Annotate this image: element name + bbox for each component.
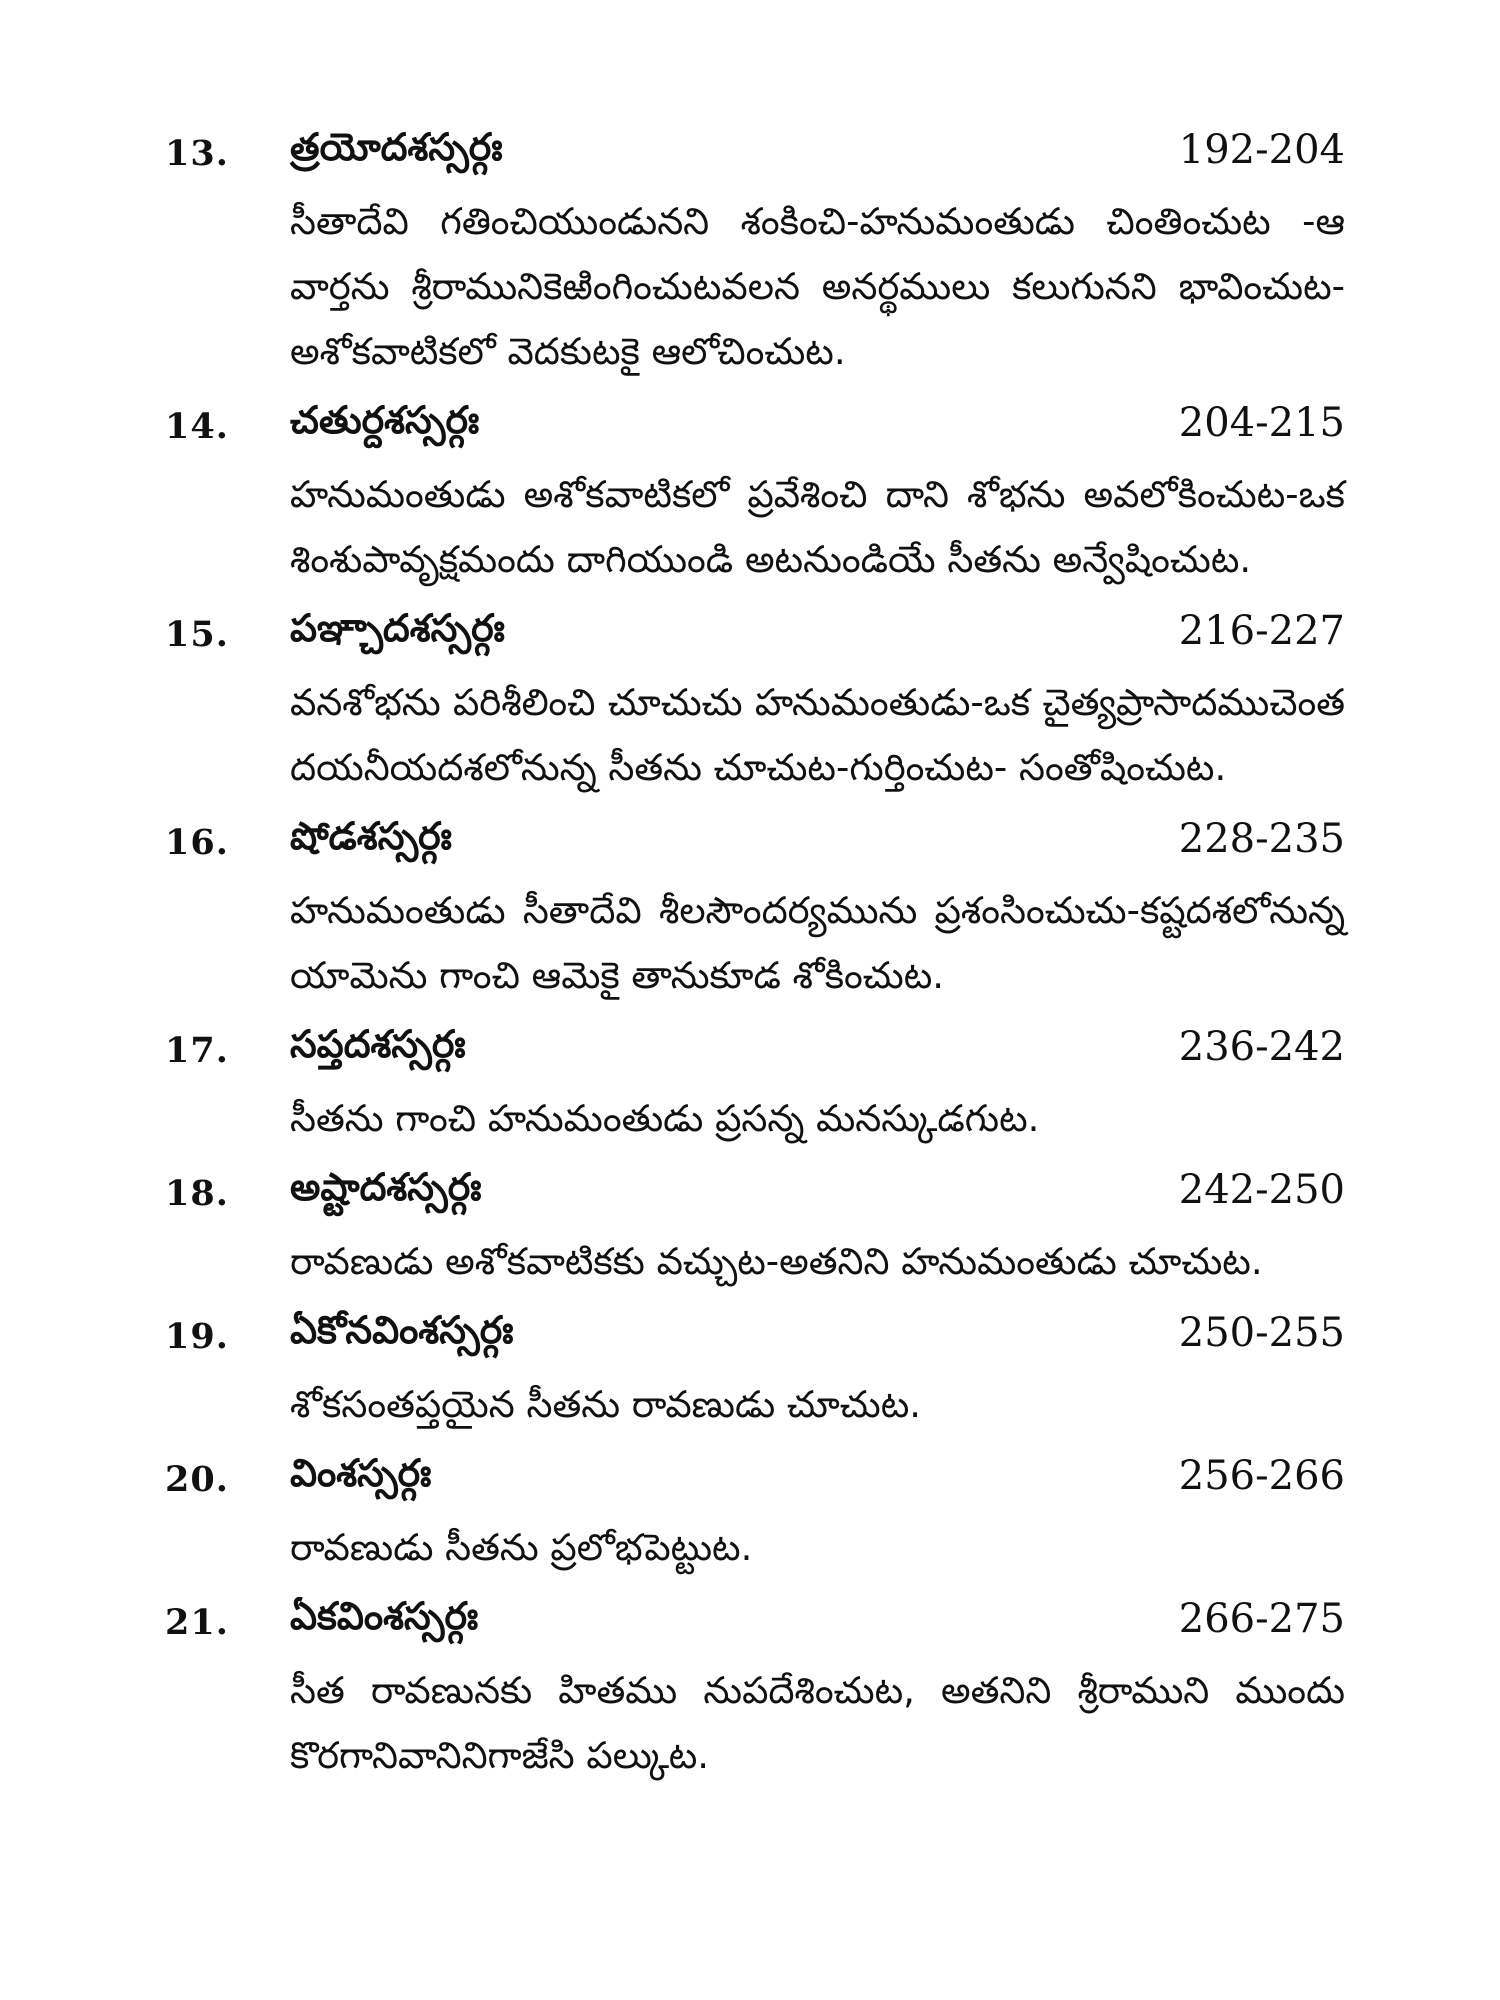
toc-entry-header	[165, 1594, 1345, 1658]
toc-entry	[165, 814, 1345, 1008]
toc-entry	[165, 1022, 1345, 1151]
entry-page-range: 256-266	[1178, 1453, 1345, 1499]
entry-title: షోడశస్సర్గః	[290, 814, 452, 858]
entry-number: 15.	[165, 614, 229, 655]
entry-description: శోకసంతప్తయైన సీతను రావణుడు చూచుట.	[290, 1383, 922, 1426]
toc-entry-header	[165, 1451, 1345, 1515]
entry-page-range: 236-242	[1178, 1024, 1345, 1070]
entry-number: 19.	[165, 1316, 229, 1357]
toc-entry	[165, 398, 1345, 592]
toc-entry	[165, 606, 1345, 800]
toc-entry-header	[165, 1308, 1345, 1372]
entry-page-range: 250-255	[1178, 1310, 1345, 1356]
entry-title: సప్తదశస్సర్గః	[290, 1022, 466, 1066]
entry-number: 18.	[165, 1173, 229, 1214]
entry-description: సీత రావణునకు హితము నుపదేశించుట, అతనిని శ్రీరాముని ముందు కొరగానివానినిగాజేసి పల్కుట.	[290, 1669, 1345, 1777]
toc-entry	[165, 1165, 1345, 1294]
entry-number: 16.	[165, 822, 229, 863]
entry-page-range: 228-235	[1178, 816, 1345, 862]
entry-title: ఏకోనవింశస్సర్గః	[290, 1308, 514, 1352]
toc-entry-header	[165, 1022, 1345, 1086]
toc-entry-header	[165, 1165, 1345, 1229]
toc-entry	[165, 1451, 1345, 1580]
entry-page-range: 204-215	[1178, 400, 1345, 446]
entry-title: అష్టాదశస్సర్గః	[290, 1165, 482, 1209]
entry-number: 21.	[165, 1602, 229, 1643]
entry-description: సీతను గాంచి హనుమంతుడు ప్రసన్న మనస్కుడగుట.	[290, 1097, 1040, 1140]
toc-entry-header	[165, 606, 1345, 670]
toc-entry	[165, 125, 1345, 384]
entry-description: రావణుడు అశోకవాటికకు వచ్చుట-అతనిని హనుమంతుడు చూచుట.	[290, 1240, 1263, 1283]
toc-entry-header	[165, 398, 1345, 462]
entry-description: హనుమంతుడు సీతాదేవి శీలసౌందర్యమును ప్రశంసించుచు-కష్టదశలోనున్న యామెను గాంచి ఆమెకై తానుకూడ శోకించుట.	[290, 889, 1345, 997]
entry-title: ఏకవింశస్సర్గః	[290, 1594, 479, 1638]
entry-title: పఞ్చాదశస్సర్గః	[290, 606, 505, 650]
entry-description: వనశోభను పరిశీలించి చూచుచు హనుమంతుడు-ఒక చైత్యప్రాసాదముచెంత దయనీయదశలోనున్న సీతను చూచుట-గుర్తించుట- సంతోషించుట.	[290, 681, 1345, 789]
entry-page-range: 192-204	[1178, 127, 1345, 173]
toc-entry-header	[165, 125, 1345, 189]
entry-page-range: 266-275	[1178, 1596, 1345, 1642]
toc-entry-header	[165, 814, 1345, 878]
entry-page-range: 216-227	[1178, 608, 1345, 654]
entry-title: త్రయోదశస్సర్గః	[290, 125, 503, 169]
entry-description: హనుమంతుడు అశోకవాటికలో ప్రవేశించి దాని శోభను అవలోకించుట-ఒక శింశుపావృక్షమందు దాగియుండి అటనుండియే సీతను అన్వేషించుట.	[290, 473, 1345, 581]
toc-entry	[165, 1594, 1345, 1788]
toc-entry	[165, 1308, 1345, 1437]
entry-title: వింశస్సర్గః	[290, 1451, 432, 1495]
table-of-contents	[165, 125, 1345, 1802]
entry-number: 17.	[165, 1030, 229, 1071]
entry-number: 13.	[165, 133, 229, 174]
entry-description: రావణుడు సీతను ప్రలోభపెట్టుట.	[290, 1526, 753, 1569]
entry-page-range: 242-250	[1178, 1167, 1345, 1213]
entry-title: చతుర్దశస్సర్గః	[290, 398, 480, 442]
entry-number: 20.	[165, 1459, 229, 1500]
entry-description: సీతాదేవి గతించియుండునని శంకించి-హనుమంతుడు చింతించుట -ఆ వార్తను శ్రీరామునికెఱింగించుటవలన అనర్థములు కలుగునని భావించుట-అశోకవాటికలో వెదకుటకై ఆలోచించుట.	[290, 200, 1345, 373]
entry-number: 14.	[165, 406, 229, 447]
